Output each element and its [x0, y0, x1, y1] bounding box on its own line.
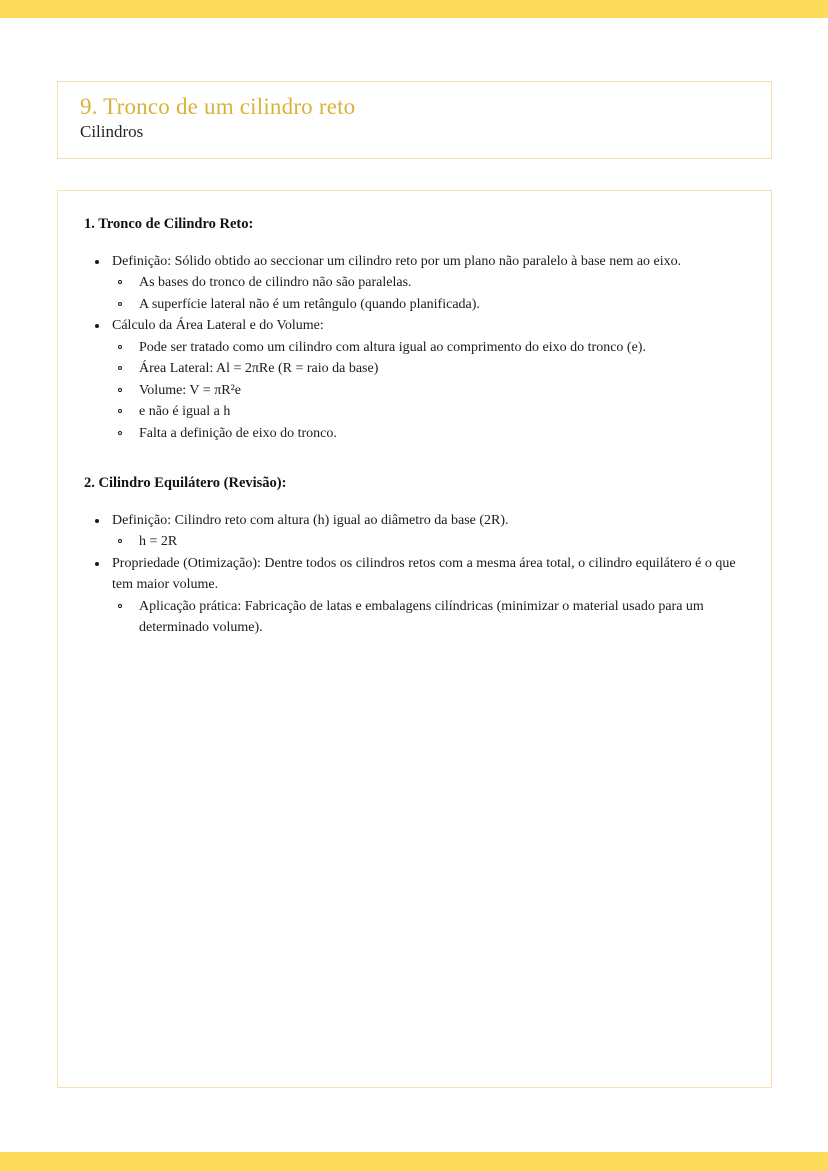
section-heading-1: 1. Tronco de Cilindro Reto:: [84, 216, 254, 232]
section-heading-2: 2. Cilindro Equilátero (Revisão):: [84, 475, 287, 492]
list-item: h = 2R: [112, 531, 745, 553]
sublist: [112, 337, 745, 445]
sublist: [112, 596, 745, 639]
list-item: [84, 510, 745, 553]
list-item: [84, 251, 745, 316]
list-item: Aplicação prática: Fabricação de latas e embalagens cilíndricas (minimizar o material usado para um determinado volume).: [112, 596, 745, 639]
list-item: Área Lateral: Al = 2πRe (R = raio da base): [112, 358, 745, 380]
section-2-list: [84, 510, 745, 639]
list-item: Volume: V = πR²e: [112, 380, 745, 402]
list-item: As bases do tronco de cilindro não são paralelas.: [112, 272, 745, 294]
sublist: [112, 272, 745, 315]
list-item: [84, 315, 745, 444]
section-1-list: [84, 251, 745, 445]
list-item: [84, 553, 745, 639]
bottom-accent-bar: [0, 1152, 828, 1171]
top-accent-bar: [0, 0, 828, 18]
list-item: Pode ser tratado como um cilindro com altura igual ao comprimento do eixo do tronco (e).: [112, 337, 745, 359]
sublist: [112, 531, 745, 553]
list-item-text: Propriedade (Otimização): Dentre todos os cilindros retos com a mesma área total, o cilindro equilátero é o que tem maior volume.: [112, 553, 745, 596]
page-subtitle: Cilindros: [80, 122, 144, 142]
header-content: [58, 82, 771, 143]
document-header-box: [57, 81, 772, 159]
page-title: 9. Tronco de um cilindro reto: [80, 94, 356, 119]
list-item-text: Definição: Cilindro reto com altura (h) igual ao diâmetro da base (2R).: [112, 510, 745, 532]
document-content-box: [57, 190, 772, 1088]
content-body: [58, 191, 771, 639]
list-item: e não é igual a h: [112, 401, 745, 423]
list-item: A superfície lateral não é um retângulo (quando planificada).: [112, 294, 745, 316]
list-item-text: Cálculo da Área Lateral e do Volume:: [112, 315, 745, 337]
list-item-text: Definição: Sólido obtido ao seccionar um cilindro reto por um plano não paralelo à base nem ao eixo.: [112, 251, 745, 273]
list-item: Falta a definição de eixo do tronco.: [112, 423, 745, 445]
